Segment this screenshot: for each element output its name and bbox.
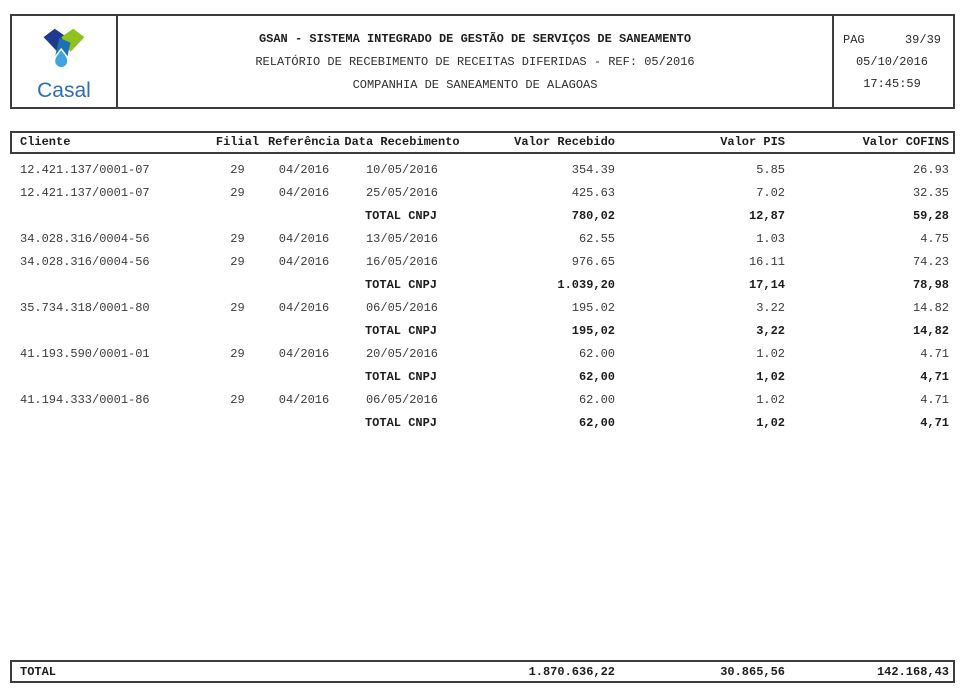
valor-recebido-cell: 62.55 [578, 231, 615, 246]
referencia-cell [265, 319, 343, 342]
table-row [12, 250, 953, 273]
valor-cofins-cell: 4.71 [920, 346, 949, 361]
cliente-cell [12, 411, 210, 434]
blank-area [10, 434, 955, 660]
cliente-cell: 12.421.137/0001-07 [20, 162, 150, 177]
empty-cell [210, 662, 265, 681]
filial-cell: 29 [230, 392, 245, 407]
valor-pis-cell: 1,02 [756, 415, 785, 430]
subtotal-row [12, 273, 953, 296]
referencia-cell: 04/2016 [278, 162, 330, 177]
referencia-cell [265, 273, 343, 296]
valor-recebido-cell: 976.65 [571, 254, 615, 269]
empty-cell [265, 662, 343, 681]
valor-pis-cell: 7.02 [756, 185, 785, 200]
report-title: GSAN - SISTEMA INTEGRADO DE GESTÃO DE SERVIÇOS DE SANEAMENTO [258, 31, 692, 46]
valor-recebido-cell: 62.00 [578, 346, 615, 361]
cliente-cell [12, 319, 210, 342]
referencia-cell: 04/2016 [278, 300, 330, 315]
valor-cofins-cell: 59,28 [912, 208, 949, 223]
referencia-cell: 04/2016 [278, 185, 330, 200]
cliente-cell [12, 204, 210, 227]
cliente-cell: 12.421.137/0001-07 [20, 185, 150, 200]
valor-cofins-cell: 26.93 [912, 162, 949, 177]
page-info-block [832, 16, 953, 107]
cliente-cell: 35.734.318/0001-80 [20, 300, 150, 315]
filial-cell: 29 [230, 231, 245, 246]
valor-pis-cell: 3,22 [756, 323, 785, 338]
cliente-cell: 41.194.333/0001-86 [20, 392, 150, 407]
table-row [12, 181, 953, 204]
column-header-valor-recebido: Valor Recebido [514, 135, 615, 149]
filial-cell [210, 365, 265, 388]
column-header-valor-pis: Valor PIS [720, 135, 785, 149]
table-row [12, 227, 953, 250]
filial-cell: 29 [230, 300, 245, 315]
table-row [12, 342, 953, 365]
column-header-referencia: Referência [267, 135, 340, 149]
referencia-cell [265, 204, 343, 227]
valor-recebido-cell: 62,00 [578, 415, 615, 430]
valor-recebido-cell: 195,02 [571, 323, 615, 338]
valor-recebido-cell: 62.00 [578, 392, 615, 407]
filial-cell [210, 273, 265, 296]
cliente-cell: 34.028.316/0004-56 [20, 254, 150, 269]
valor-pis-cell: 1.02 [756, 392, 785, 407]
subtotal-row [12, 319, 953, 342]
valor-pis-cell: 17,14 [748, 277, 785, 292]
filial-cell: 29 [230, 346, 245, 361]
column-header-row [12, 133, 953, 152]
report-time: 17:45:59 [863, 76, 921, 91]
valor-pis-cell: 3.22 [756, 300, 785, 315]
valor-cofins-cell: 4.75 [920, 231, 949, 246]
empty-cell [343, 662, 461, 681]
valor-pis-cell: 1,02 [756, 369, 785, 384]
total-cnpj-label: TOTAL CNPJ [364, 369, 437, 384]
valor-cofins-cell: 14.82 [912, 300, 949, 315]
data-recebimento-cell: 25/05/2016 [365, 185, 438, 200]
data-recebimento-cell: 06/05/2016 [365, 300, 438, 315]
referencia-cell [265, 365, 343, 388]
cliente-cell [12, 273, 210, 296]
filial-cell [210, 411, 265, 434]
referencia-cell: 04/2016 [278, 392, 330, 407]
subtotal-row [12, 365, 953, 388]
filial-cell: 29 [230, 185, 245, 200]
report-header [10, 14, 955, 109]
page-indicator [843, 33, 941, 47]
valor-cofins-cell: 4,71 [920, 369, 949, 384]
column-header-valor-cofins: Valor COFINS [862, 135, 949, 149]
valor-cofins-cell: 4.71 [920, 392, 949, 407]
grand-total-valor-pis: 30.865,56 [720, 664, 785, 679]
data-recebimento-cell: 06/05/2016 [365, 392, 438, 407]
filial-cell [210, 204, 265, 227]
total-cnpj-label: TOTAL CNPJ [364, 208, 437, 223]
filial-cell: 29 [230, 254, 245, 269]
page-value: 39/39 [904, 32, 941, 47]
grand-total-label: TOTAL [20, 664, 57, 679]
valor-cofins-cell: 32.35 [912, 185, 949, 200]
data-recebimento-cell: 20/05/2016 [365, 346, 438, 361]
valor-cofins-cell: 74.23 [912, 254, 949, 269]
company-name: COMPANHIA DE SANEAMENTO DE ALAGOAS [352, 77, 598, 92]
grand-total-row [12, 662, 953, 681]
valor-recebido-cell: 195.02 [571, 300, 615, 315]
referencia-cell: 04/2016 [278, 254, 330, 269]
report-date: 05/10/2016 [855, 54, 928, 69]
data-recebimento-cell: 13/05/2016 [365, 231, 438, 246]
table-header-box [10, 131, 955, 154]
table-row [12, 296, 953, 319]
valor-recebido-cell: 354.39 [571, 162, 615, 177]
report-title-block [118, 16, 832, 107]
valor-cofins-cell: 78,98 [912, 277, 949, 292]
table-row [12, 158, 953, 181]
filial-cell [210, 319, 265, 342]
valor-cofins-cell: 14,82 [912, 323, 949, 338]
valor-pis-cell: 1.02 [756, 346, 785, 361]
total-cnpj-label: TOTAL CNPJ [364, 415, 437, 430]
grand-total-valor-recebido: 1.870.636,22 [528, 664, 615, 679]
grand-total-box [10, 660, 955, 683]
subtotal-row [12, 204, 953, 227]
valor-cofins-cell: 4,71 [920, 415, 949, 430]
cliente-cell: 41.193.590/0001-01 [20, 346, 150, 361]
subtotal-row [12, 411, 953, 434]
column-header-data-recebimento: Data Recebimento [344, 135, 460, 149]
casal-logo-icon [35, 25, 93, 82]
filial-cell: 29 [230, 162, 245, 177]
valor-pis-cell: 12,87 [748, 208, 785, 223]
grand-total-valor-cofins: 142.168,43 [876, 664, 949, 679]
report-table-body [12, 158, 953, 434]
cliente-cell: 34.028.316/0004-56 [20, 231, 150, 246]
valor-recebido-cell: 1.039,20 [557, 277, 615, 292]
referencia-cell: 04/2016 [278, 346, 330, 361]
casal-logo [12, 16, 118, 107]
casal-wordmark: Casal [37, 78, 91, 102]
column-header-filial: Filial [215, 135, 260, 149]
report-table [12, 158, 953, 434]
grand-total-table [12, 662, 953, 681]
data-recebimento-cell: 16/05/2016 [365, 254, 438, 269]
column-header-cliente: Cliente [20, 135, 71, 149]
page-label: PAG [843, 32, 865, 47]
valor-pis-cell: 5.85 [756, 162, 785, 177]
total-cnpj-label: TOTAL CNPJ [364, 323, 437, 338]
report-subtitle: RELATÓRIO DE RECEBIMENTO DE RECEITAS DIFERIDAS - REF: 05/2016 [255, 54, 695, 69]
valor-pis-cell: 16.11 [748, 254, 785, 269]
referencia-cell: 04/2016 [278, 231, 330, 246]
valor-recebido-cell: 62,00 [578, 369, 615, 384]
referencia-cell [265, 411, 343, 434]
cliente-cell [12, 365, 210, 388]
valor-recebido-cell: 780,02 [571, 208, 615, 223]
total-cnpj-label: TOTAL CNPJ [364, 277, 437, 292]
table-row [12, 388, 953, 411]
valor-recebido-cell: 425.63 [571, 185, 615, 200]
data-recebimento-cell: 10/05/2016 [365, 162, 438, 177]
report-table-header [12, 133, 953, 152]
valor-pis-cell: 1.03 [756, 231, 785, 246]
